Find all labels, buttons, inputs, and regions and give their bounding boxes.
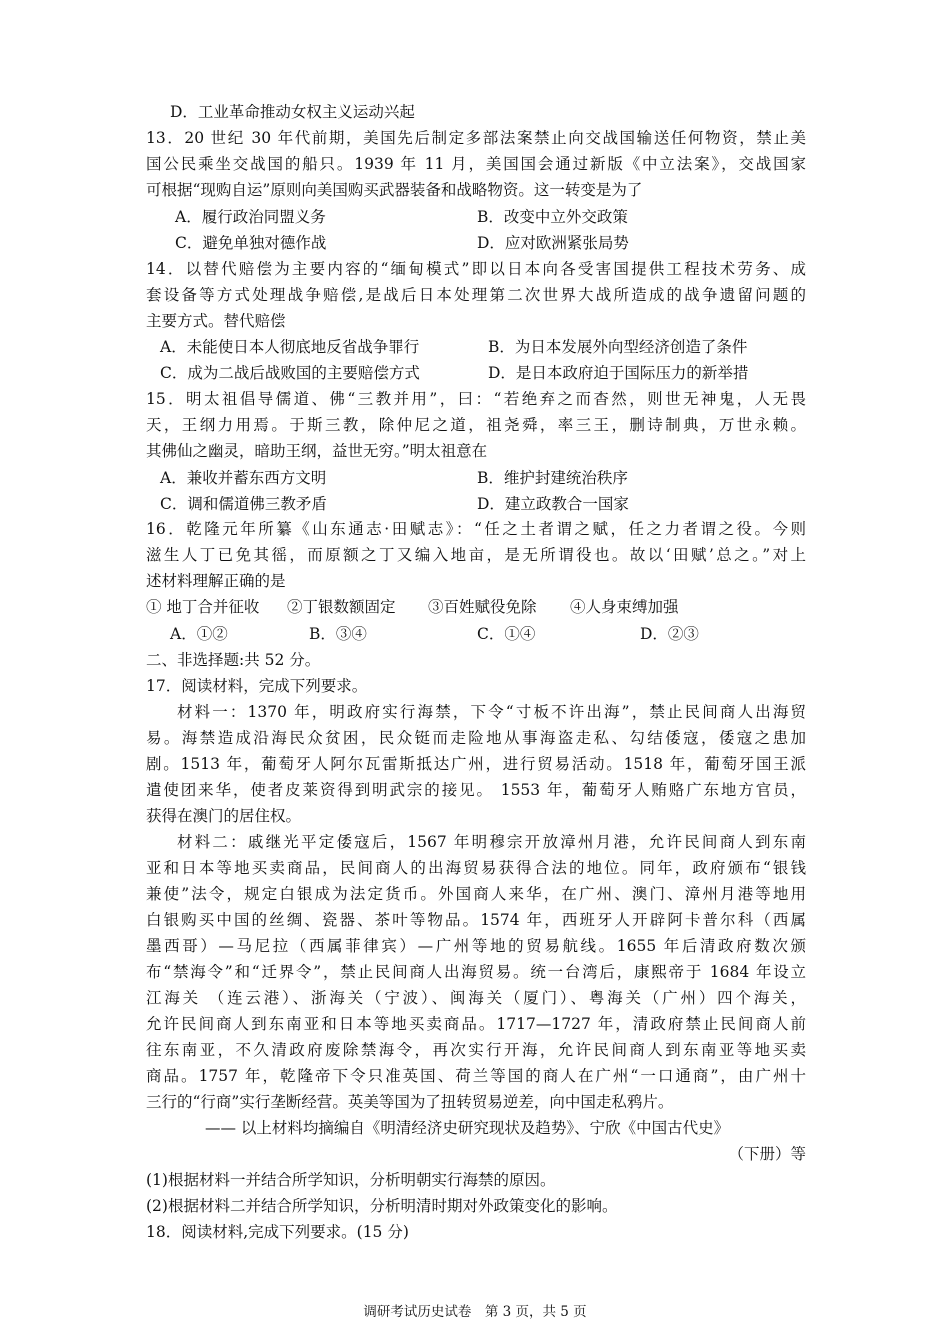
q16-option-a: A．①②: [170, 625, 228, 643]
q15-line-1: 15．明太祖倡导儒道、佛“三教并用”，曰：“若绝弃之而杳然，则世无神鬼，人无畏: [146, 390, 806, 408]
q17-material-2-line-4: 白银购买中国的丝绸、瓷器、茶叶等物品。1574 年，西班牙人开辟阿卡普尔科（西属: [146, 911, 806, 929]
q15-option-b: B．维护封建统治秩序: [477, 469, 628, 487]
page-footer: 调研考试历史试卷 第 3 页，共 5 页: [363, 1304, 587, 1320]
q16-option-b: B．③④: [309, 625, 367, 643]
q14-line-3: 主要方式。替代赔偿: [146, 312, 286, 330]
q13-line-1: 13．20 世纪 30 年代前期，美国先后制定多部法案禁止向交战国输送任何物资，禁止美: [146, 129, 806, 147]
q16-line-2: 滋生人丁已免其徭，而原额之丁又编入地亩，是无所谓役也。故以‘田赋’总之。”对上: [146, 546, 806, 564]
q14-option-b: B．为日本发展外向型经济创造了条件: [488, 338, 748, 356]
q17-material-2-line-6: 布“禁海令”和“迁界令”，禁止民间商人出海贸易。统一台湾后，康熙帝于 1684 年设立: [146, 963, 806, 981]
q17-requirement-1: (1)根据材料一并结合所学知识，分析明朝实行海禁的原因。: [146, 1171, 556, 1189]
q16-item-1: ① 地丁合并征收: [146, 598, 260, 616]
q16-item-2: ②丁银数额固定: [287, 598, 396, 616]
q16-option-d: D．②③: [640, 625, 699, 643]
q15-option-d: D．建立政教合一国家: [477, 495, 629, 513]
q17-intro: 17．阅读材料，完成下列要求。: [146, 677, 368, 695]
q16-item-4: ④人身束缚加强: [570, 598, 679, 616]
q17-source-line-1: —— 以上材料均摘编自《明清经济史研究现状及趋势》、宁欣《中国古代史》: [205, 1119, 730, 1137]
q14-option-c: C．成为二战后战败国的主要赔偿方式: [160, 364, 420, 382]
q17-material-1-line-2: 易。海禁造成沿海民众贫困，民众铤而走险地从事海盗走私、勾结倭寇，倭寇之患加: [146, 729, 806, 747]
q16-item-3: ③百姓赋役免除: [428, 598, 537, 616]
q17-material-1-line-5: 获得在澳门的居住权。: [146, 807, 302, 825]
q17-material-2-line-8: 允许民间商人到东南亚和日本等地买卖商品。1717—1727 年，清政府禁止民间商人前: [146, 1015, 806, 1033]
q17-material-1-line-4: 遣使团来华，使者皮莱资得到明武宗的接见。 1553 年，葡萄牙人贿赂广东地方官员，: [146, 781, 806, 799]
q13-option-a: A．履行政治同盟义务: [175, 208, 326, 226]
q17-material-2-line-2: 亚和日本等地买卖商品，民间商人的出海贸易获得合法的地位。同年，政府颁布“银钱: [146, 859, 806, 877]
q17-material-1-line-3: 剧。1513 年，葡萄牙人阿尔瓦雷斯抵达广州，进行贸易活动。1518 年，葡萄牙国王派: [146, 755, 806, 773]
q17-material-2-line-11: 三行的“行商”实行垄断经营。英美等国为了扭转贸易逆差，向中国走私鸦片。: [146, 1093, 674, 1111]
q15-option-c: C．调和儒道佛三教矛盾: [160, 495, 327, 513]
q13-option-c: C．避免单独对德作战: [175, 234, 327, 252]
q15-line-2: 天，王纲力用焉。于斯三教，除仲尼之道，祖尧舜，率三王，删诗制典，万世永赖。: [146, 416, 806, 434]
q15-line-3: 其佛仙之幽灵，暗助王纲，益世无穷。”明太祖意在: [146, 442, 488, 460]
q12-option-d: D．工业革命推动女权主义运动兴起: [170, 103, 415, 121]
q17-requirement-2: (2)根据材料二并结合所学知识，分析明清时期对外政策变化的影响。: [146, 1197, 618, 1215]
q16-line-3: 述材料理解正确的是: [146, 572, 286, 590]
q17-material-2-line-10: 商品。1757 年，乾隆帝下令只准英国、荷兰等国的商人在广州“一口通商”，由广州十: [146, 1067, 806, 1085]
q17-material-1-line-1: 材料一：1370 年，明政府实行海禁，下令“寸板不许出海”，禁止民间商人出海贸: [177, 703, 806, 721]
q14-line-1: 14．以替代赔偿为主要内容的“缅甸模式”即以日本向各受害国提供工程技术劳务、成: [146, 260, 806, 278]
q18-intro: 18．阅读材料,完成下列要求。(15 分): [146, 1223, 409, 1241]
q17-material-2-line-7: 江海关 （连云港）、浙海关（宁波）、闽海关（厦门）、粤海关（广州）四个海关，: [146, 989, 806, 1007]
q17-source-line-2: （下册）等: [728, 1145, 806, 1163]
q15-option-a: A．兼收并蓄东西方文明: [160, 469, 327, 487]
q13-line-2: 国公民乘坐交战国的船只。1939 年 11 月，美国国会通过新版《中立法案》，交战国家: [146, 155, 806, 173]
q14-option-d: D．是日本政府迫于国际压力的新举措: [488, 364, 749, 382]
q13-option-b: B．改变中立外交政策: [477, 208, 628, 226]
q17-material-2-line-5: 墨西哥）—马尼拉（西属菲律宾）—广州等地的贸易航线。1655 年后清政府数次颁: [146, 937, 806, 955]
q14-option-a: A．未能使日本人彻底地反省战争罪行: [160, 338, 420, 356]
q17-material-2-line-3: 兼使”法令，规定白银成为法定货币。外国商人来华，在广州、澳门、漳州月港等地用: [146, 885, 806, 903]
q13-line-3: 可根据“现购自运”原则向美国购买武器装备和战略物资。这一转变是为了: [146, 181, 643, 199]
q13-option-d: D．应对欧洲紧张局势: [477, 234, 629, 252]
q17-material-2-line-9: 往东南亚，不久清政府废除禁海令，再次实行开海，允许民间商人到东南亚等地买卖: [146, 1041, 806, 1059]
q16-option-c: C．①④: [477, 625, 536, 643]
q17-material-2-line-1: 材料二：戚继光平定倭寇后，1567 年明穆宗开放漳州月港，允许民间商人到东南: [177, 833, 806, 851]
section-2-heading: 二、非选择题:共 52 分。: [146, 651, 321, 669]
q16-line-1: 16．乾隆元年所纂《山东通志·田赋志》：“任之土者谓之赋，任之力者谓之役。今则: [146, 520, 806, 538]
q14-line-2: 套设备等方式处理战争赔偿,是战后日本处理第二次世界大战所造成的战争遗留问题的: [146, 286, 806, 304]
